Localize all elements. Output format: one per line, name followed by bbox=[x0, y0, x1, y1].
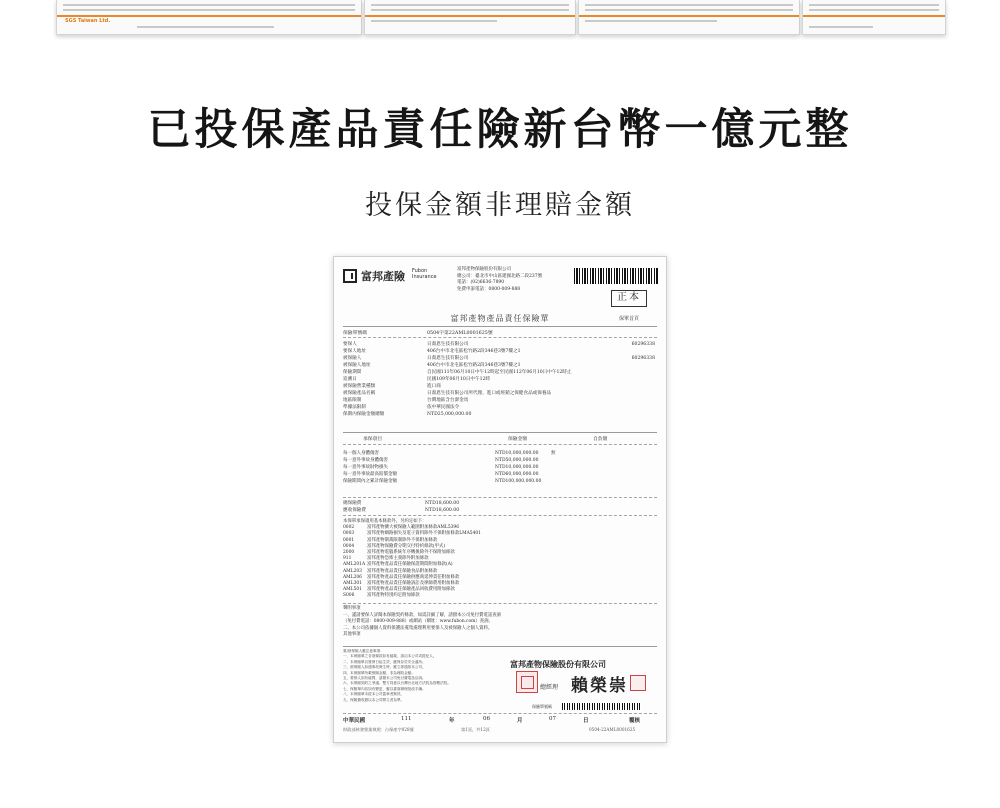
page-tag: 保單首頁 bbox=[619, 316, 640, 322]
field-row: 追溯日 民國109年06月10日中午12時 bbox=[343, 377, 491, 382]
insurer-address: 富邦產物保險股份有限公司 總公司：臺北市中山區建國北路二段237號 電話：(02)6636-7890 免費申訴電話：0800-009-888 bbox=[457, 267, 543, 292]
field-row: 準據法限制 依中華民國法令 bbox=[343, 405, 460, 410]
coverage-row: 每一意外事故身體傷害 NTD50,000,000.00 bbox=[343, 458, 539, 463]
clause-row: AML203 富邦產物產品責任保險食品附加條款 bbox=[343, 568, 438, 574]
report-page-thumb bbox=[56, 0, 362, 35]
clause-row: 0002 富邦產物擴大被保險人範圍附加條款AML5396 bbox=[343, 525, 460, 531]
gm-name: 賴榮崇 bbox=[571, 676, 628, 696]
fubon-logo-icon bbox=[343, 269, 357, 283]
declaration-notes: 聲明事項 一、謹請要保人詳閱本保險契約條款，如需詳細了解，請撥本公司免付費電話查詢 （免付費電話：0800-009-888）或網站（網址：www.fubon.com）查詢。 二、本公司依據個人資料保護法蒐集處理利用要保人及被保險人之個人資料。 其他事項 bbox=[343, 606, 502, 637]
page-subheadline: 投保金額非理賠金額 bbox=[365, 190, 635, 221]
page-headline: 已投保產品責任險新台幣一億元整 bbox=[147, 105, 853, 155]
insurer-name-en: Fubon Insurance bbox=[412, 268, 437, 280]
field-row: 要保人 日裔恩生技有限公司 60296338 bbox=[343, 342, 655, 347]
policy-fields bbox=[343, 341, 657, 418]
field-row: 地區限制 台灣地區含台澎金馬 bbox=[343, 398, 469, 403]
clause-row: 2000 富邦產物電腦系統年序轉換除外不保附加條款 bbox=[343, 549, 455, 555]
clauses-list bbox=[343, 519, 657, 599]
original-stamp: 正本 bbox=[611, 290, 647, 307]
clause-row: 911 富邦產物恐怖主義除外附加條款 bbox=[343, 556, 429, 562]
coverage-row: 每一意外事故最高賠償金額 NTD60,000,000.00 bbox=[343, 472, 539, 477]
report-page-thumb bbox=[578, 0, 800, 35]
report-page-thumb bbox=[802, 0, 946, 35]
clause-row: 0003 富邦產物網路損失及電子資料除外不保附加條款LMA5401 bbox=[343, 531, 481, 537]
clause-row: AML206 富邦產物產品責任保險供應商延伸責任附加條款 bbox=[343, 574, 460, 580]
report-page-thumb bbox=[364, 0, 576, 35]
coverage-row: 保險期間內之累計保險金額 NTD100,000,000.00 bbox=[343, 479, 542, 484]
field-row: 要保人地址 406台中市北屯區松竹路2段346巷3號7樓之1 bbox=[343, 349, 521, 354]
insurance-certificate: 富邦產險 Fubon Insurance 富邦產物保險股份有限公司 總公司：臺北市中山區建國北路二段237號 電話：(02)6636-7890 免費申訴電話：0800-009-888 正本 富邦產物產品責任保險單 保單首頁 保險單號碼 0504字第22AML0001625號 要保人 日裔恩生技有限公司 60296338 要保人地址 406台中市北屯區松竹路2段346巷3號7樓之1 被保險人 日裔恩生技有限公司 60296338 被保險人地址 406台中市北屯區松竹路2段346巷3號7樓之1 保險期間 自民國111年06月10日中午12時起至民國112年06月10日中午12時止 追溯日 民國109年06月10日中午12時 被保險營業種類 進口商 被保險產品名稱 日裔恩生技有限公司所代理、進口或經銷之保健食品或保養品 地區限制 台灣地區含台澎金馬 準據法限制 依中華民國法令 保期內保險金額總額 NTD25,000,000.00 承保項目 保險金額 自負額 每一個人身體傷害 NTD10,000,000.00 無 每一意外事故身體傷害 NTD50,000,000.00 每一意外事故財物損失 NTD10,000,000.00 每一意外事故最高賠償金額 NTD60,000,000.00 保險期間內之累計保險金額 NTD100,000,000.00 總保險費 NTD18,600.00 應收保險費 NTD18,600.00 本保單承保適用基本條款外，另約定如下： 0002 富邦產物擴大被保險人範圍附加條款AML5396 0003 富邦產物網路損失及電子資料除外不保附加條款LMA5401 0001 富邦產物制裁限制除外不保附加條款 0004 富邦產物保險費分期交付特約條款(甲式) 2000 富邦產物電腦系統年序轉換除外不保附加條款 911 富邦產物恐怖主義除外附加條款 AML201A 富邦產物產品責任保險保證期間附加條款(A) AML203 富邦產物產品責任保險食品附加條款 AML206 富邦產物產品責任保險供應商延伸責任附加條款 AML301 富邦產物產品責任保險訴訟及律師費用附加條款 AML501 富邦產物產品責任保險產品回收費用附加條款 S006 富邦產物特別約定附加條款 聲明事項 一、謹請要保人詳閱本保險契約條款，如需詳細了解，請撥本公司免付費電話查詢 （免付費電話：0800-009-888）或網站（網址：www.fubon.com）查詢。 二、本公司依據個人資料保護法蒐集處理利用要保人及被保險人之個人資料。 其他事項 要/被保險人應注意事項： 一、本保險單之各項條款如有疑義，請洽本公司或經紀人。 二、本保險單自簽發日起生效，應保存於安全處所。 三、被保險人如遇事故發生時，應立即通知本公司。 四、本保險單所載保險金額，非為理賠金額。 五、要保人如有疑問，請撥本公司免付費電話洽詢。 六、本保險契約之爭議，雙方同意以台灣台北地方法院為管轄法院。 七、保險單內容如有變更，應以書面辦理批改手續。 八、本保險單未經本公司蓋章者無效。 九、保險費收據以本公司開立者為準。 富邦產物保險股份有限公司 總經理 賴榮崇 保險單號碼 中華民國 111 年 06 月 07 日 覆核 財政部核發營業執照：台保產字028號 第1頁，共12頁 0504-22AML0001625 bbox=[333, 256, 667, 743]
premium-block bbox=[343, 500, 657, 514]
report-pages-strip bbox=[0, 0, 1000, 38]
coverage-table bbox=[343, 450, 657, 485]
field-row: 被保險產品名稱 日裔恩生技有限公司所代理、進口或經銷之保健食品或保養品 bbox=[343, 391, 552, 396]
gm-seal-icon bbox=[630, 675, 646, 691]
clause-row: AML501 富邦產物產品責任保險產品回收費用附加條款 bbox=[343, 587, 455, 593]
policy-barcode bbox=[562, 703, 642, 710]
clauses-intro: 本保單承保適用基本條款外，另約定如下： bbox=[343, 519, 427, 524]
clause-row: AML201A 富邦產物產品責任保險保證期間附加條款(A) bbox=[343, 562, 453, 568]
barcode bbox=[574, 268, 659, 284]
clause-row: 0001 富邦產物制裁限制除外不保附加條款 bbox=[343, 537, 438, 543]
premium-row: 應收保險費 NTD18,600.00 bbox=[343, 508, 460, 513]
sgs-logo-text: SGS Taiwan Ltd. bbox=[65, 18, 111, 24]
field-row: 保期內保險金額總額 NTD25,000,000.00 bbox=[343, 412, 472, 417]
clause-row: AML301 富邦產物產品責任保險訴訟及律師費用附加條款 bbox=[343, 580, 460, 586]
field-row: 保險期間 自民國111年06月10日中午12時起至民國112年06月10日中午12時止 bbox=[343, 370, 572, 375]
insured-notice: 要/被保險人應注意事項： 一、本保險單之各項條款如有疑義，請洽本公司或經紀人。 二、本保險單自簽發日起生效，應保存於安全處所。 三、被保險人如遇事故發生時，應立即通知本公司。 四、本保險單所載保險金額，非為理賠金額。 五、要保人如有疑問，請撥本公司免付費電話洽詢。 六、本保險契約之爭議，雙方同意以台灣台北地方法院為管轄法院。 七、保險單內容如有變更，應以書面辦理批改手續。 八、本保險單未經本公司蓋章者無效。 九、保險費收據以本公司開立者為準。 bbox=[343, 649, 451, 702]
field-row: 被保險人地址 406台中市北屯區松竹路2段346巷3號7樓之1 bbox=[343, 363, 521, 368]
premium-row: 總保險費 NTD18,600.00 bbox=[343, 501, 460, 506]
field-row: 被保險營業種類 進口商 bbox=[343, 384, 441, 389]
policy-number: 0504字第22AML0001625號 bbox=[427, 331, 493, 336]
coverage-row: 每一個人身體傷害 NTD10,000,000.00 無 bbox=[343, 451, 556, 456]
signing-company: 富邦產物保險股份有限公司 bbox=[510, 660, 606, 669]
clause-row: 0004 富邦產物保險費分期交付特約條款(甲式) bbox=[343, 543, 446, 549]
field-row: 被保險人 日裔恩生技有限公司 60296338 bbox=[343, 356, 655, 361]
clause-row: S006 富邦產物特別約定附加條款 bbox=[343, 593, 420, 599]
company-seal-icon bbox=[516, 671, 538, 693]
insurer-name: 富邦產險 bbox=[361, 270, 405, 283]
gm-title: 總經理 bbox=[540, 684, 559, 691]
coverage-row: 每一意外事故財物損失 NTD10,000,000.00 bbox=[343, 465, 539, 470]
certificate-title: 富邦產物產品責任保險單 bbox=[450, 314, 550, 323]
